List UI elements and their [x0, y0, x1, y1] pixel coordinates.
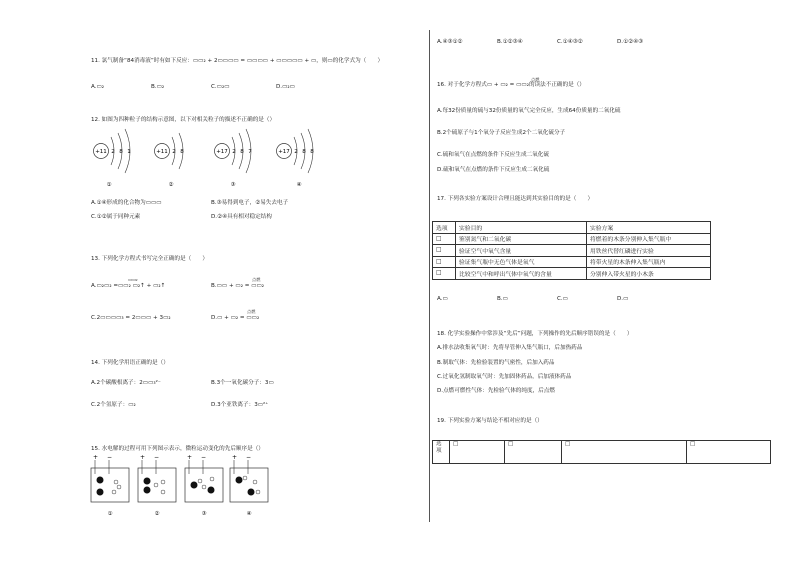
atom-4-shell-2: 8	[302, 149, 306, 155]
table-row	[433, 256, 711, 268]
header-option: 选项	[433, 222, 456, 234]
row-2-purpose: 验证空气中氧气含量	[456, 245, 587, 257]
q13-condition-b: 点燃	[252, 277, 261, 282]
q14-option-d: D.3个亚铁离子：3▭²⁺	[211, 402, 269, 408]
q18-option-d: D.点燃可燃性气体：先检验气体的纯度，后点燃	[437, 388, 555, 394]
row-4-purpose: 比较空气中和呼出气体中氧气的含量	[456, 268, 587, 280]
q17-option-a: A.▭	[437, 296, 448, 302]
atom-1-shell-2: 8	[119, 149, 123, 155]
q16-option-d: D.硫和氧气在点燃的条件下反应生成二氧化硫	[437, 167, 550, 173]
atom-4-nucleus: +17	[278, 149, 290, 155]
q19-row-header: 选项	[433, 441, 450, 464]
q13-option-a: A.▭₂▭₂ =▭▭₂ ▭₂↑ + ▭₂↑	[91, 283, 166, 289]
table-row	[433, 245, 711, 257]
row-1-purpose: 鉴别氮气和二氧化碳	[456, 233, 587, 245]
q13-option-c: C.2▭▭▭▭₃ = 2▭▭▭ + 3▭₂	[91, 315, 171, 321]
atom-3	[215, 129, 253, 188]
q13-option-b: B.▭▭ + ▭₂ = ▭▭₂	[211, 283, 265, 289]
atom-3-shell-3: 7	[248, 149, 252, 155]
row-3-purpose: 验证集气瓶中无色气体是氧气	[456, 256, 587, 268]
row-2-plan: 用铁丝代替红磷进行实验	[587, 245, 711, 257]
atom-2-shell-2: 8	[180, 149, 184, 155]
q18-option-c: C.过氧化氢制取氧气时：先加固体药品，后加液体药品	[437, 374, 572, 380]
q19-table	[432, 440, 771, 464]
q11-stem: 11. 氯气制备“84消毒液”时有如下反应：▭▭₂ + 2▭▭▭▭ = ▭▭▭▭ + ▭▭▭▭▭ + ▭，则▭的化学式为（ ）	[91, 58, 384, 64]
atom-3-shell-1: 2	[232, 149, 236, 155]
q17-option-c: C.▭	[557, 296, 568, 302]
q15-option-b: B.①②③④	[497, 39, 523, 45]
q11-option-b: B.▭₂	[151, 84, 165, 90]
box-4-label: ④	[246, 511, 252, 517]
box-1-plus: +	[93, 454, 99, 461]
box-3-label: ③	[201, 511, 207, 517]
atom-2-nucleus: +11	[156, 149, 168, 155]
header-plan: 实验方案	[587, 222, 711, 234]
q13-condition-a: ▭▭₂	[128, 277, 138, 282]
row-3-option: □	[433, 256, 456, 268]
q13-stem: 13. 下列化学方程式书写完全正确的是（ ）	[91, 256, 208, 262]
atom-2-shell-1: 2	[172, 149, 176, 155]
atom-1-nucleus: +11	[95, 149, 107, 155]
box-1-label: ①	[107, 511, 113, 517]
atom-4-shell-3: 8	[310, 149, 314, 155]
atom-4	[277, 129, 315, 188]
q15-stem: 15. 水电解的过程可用下列图示表示，微粒运动变化的先后顺序是（）	[91, 446, 264, 452]
box-4-minus: −	[246, 454, 252, 461]
row-4-plan: 分别伸入带火星的小木条	[587, 268, 711, 280]
atom-4-shell-1: 2	[294, 149, 298, 155]
atom-4-label: ④	[296, 182, 302, 188]
q18-option-b: B.制取气体：先检验装置的气密性，后加入药品	[437, 360, 555, 366]
row-1-plan: 将燃着的木条分别伸入集气瓶中	[587, 233, 711, 245]
q13-option-d: D.▭ + ▭₂ = ▭▭₂	[211, 315, 260, 321]
q15-option-a: A.④③①②	[437, 39, 463, 45]
box-4	[230, 454, 268, 517]
q17-option-b: B.▭	[497, 296, 508, 302]
q12-atom-diagrams	[85, 125, 335, 193]
column-divider	[429, 30, 430, 522]
box-2-plus: +	[140, 454, 146, 461]
atom-2-label: ②	[168, 182, 174, 188]
box-2-minus: −	[154, 454, 160, 461]
box-1	[91, 454, 129, 517]
q12-option-a: A.①④形成的化合物为▭▭▭	[91, 200, 162, 206]
q14-option-a: A.2个碳酸根离子：2▭▭₃²⁻	[91, 380, 161, 386]
q12-stem: 12. 如图为四种粒子的结构示意图，以下对相关粒子的描述不正确的是（）	[91, 117, 276, 123]
atom-1	[94, 129, 131, 188]
q18-option-a: A.排水法收集氧气时：先将导管伸入集气瓶口，后加热药品	[437, 345, 583, 351]
box-1-minus: −	[107, 454, 113, 461]
q19-stem: 19. 下列实验方案与结论不相对应的是（）	[437, 418, 543, 424]
row-3-plan: 将带火星的木条伸入集气瓶内	[587, 256, 711, 268]
q16-stem: 16. 对于化学方程式▭ + ▭₂ = ▭▭₂的读法不正确的是（）	[437, 82, 585, 88]
box-2	[138, 454, 176, 517]
q12-option-d: D.②④具有相对稳定结构	[211, 214, 272, 220]
row-4-option: □	[433, 268, 456, 280]
box-3-minus: −	[201, 454, 207, 461]
table-row	[433, 441, 771, 464]
table-row	[433, 233, 711, 245]
row-1-option: □	[433, 233, 456, 245]
q19-cell-1: □	[450, 441, 505, 464]
q14-stem: 14. 下列化学用语正确的是（）	[91, 360, 169, 366]
q11-option-c: C.▭₂▭	[211, 84, 230, 90]
q13-condition-d: 点燃	[247, 309, 256, 314]
q19-cell-3: □	[562, 441, 687, 464]
q17-option-d: D.▭	[617, 296, 629, 302]
header-purpose: 实验目的	[456, 222, 587, 234]
q16-option-b: B.2个硫原子与1个氧分子反应生成2个二氧化硫分子	[437, 130, 566, 136]
q14-option-c: C.2个氢原子：▭₂	[91, 402, 136, 408]
q17-table	[432, 221, 711, 280]
q17-stem: 17. 下列各实验方案设计合理且能达到其实验目的的是（ ）	[437, 196, 594, 202]
atom-1-label: ①	[106, 182, 112, 188]
box-2-label: ②	[154, 511, 160, 517]
box-3-plus: +	[187, 454, 193, 461]
table-row	[433, 268, 711, 280]
atom-3-nucleus: +17	[216, 149, 228, 155]
box-3	[185, 454, 223, 517]
box-4-plus: +	[232, 454, 238, 461]
q12-option-c: C.①②属于同种元素	[91, 214, 141, 220]
q16-condition: 点燃	[531, 77, 540, 82]
q11-option-d: D.▭₂▭	[276, 84, 295, 90]
atom-1-shell-3: 1	[127, 149, 131, 155]
q15-option-d: D.①②④③	[617, 39, 644, 45]
row-2-option: □	[433, 245, 456, 257]
atom-3-shell-2: 8	[240, 149, 244, 155]
q15-particle-diagrams	[88, 452, 278, 522]
q15-option-c: C.①④③②	[557, 39, 583, 45]
q19-cell-2: □	[505, 441, 562, 464]
q16-option-a: A.每32份质量的硫与32份质量的氧气完全反应，生成64份质量的二氧化硫	[437, 108, 621, 114]
q12-option-b: B.③易得到电子，②易失去电子	[211, 200, 289, 206]
q19-cell-4: □	[687, 441, 771, 464]
q14-option-b: B.3个一氧化碳分子：3▭	[211, 380, 274, 386]
atom-3-label: ③	[230, 182, 236, 188]
table-header-row	[433, 222, 711, 234]
atom-1-shell-1: 2	[111, 149, 115, 155]
q18-stem: 18. 化学实验操作中常涉及“先后”问题，下列操作的先后顺序错误的是（ ）	[437, 331, 633, 337]
atom-2	[155, 133, 185, 188]
q11-option-a: A.▭₂	[91, 84, 105, 90]
q16-option-c: C.硫和氧气在点燃的条件下反应生成二氧化硫	[437, 152, 549, 158]
